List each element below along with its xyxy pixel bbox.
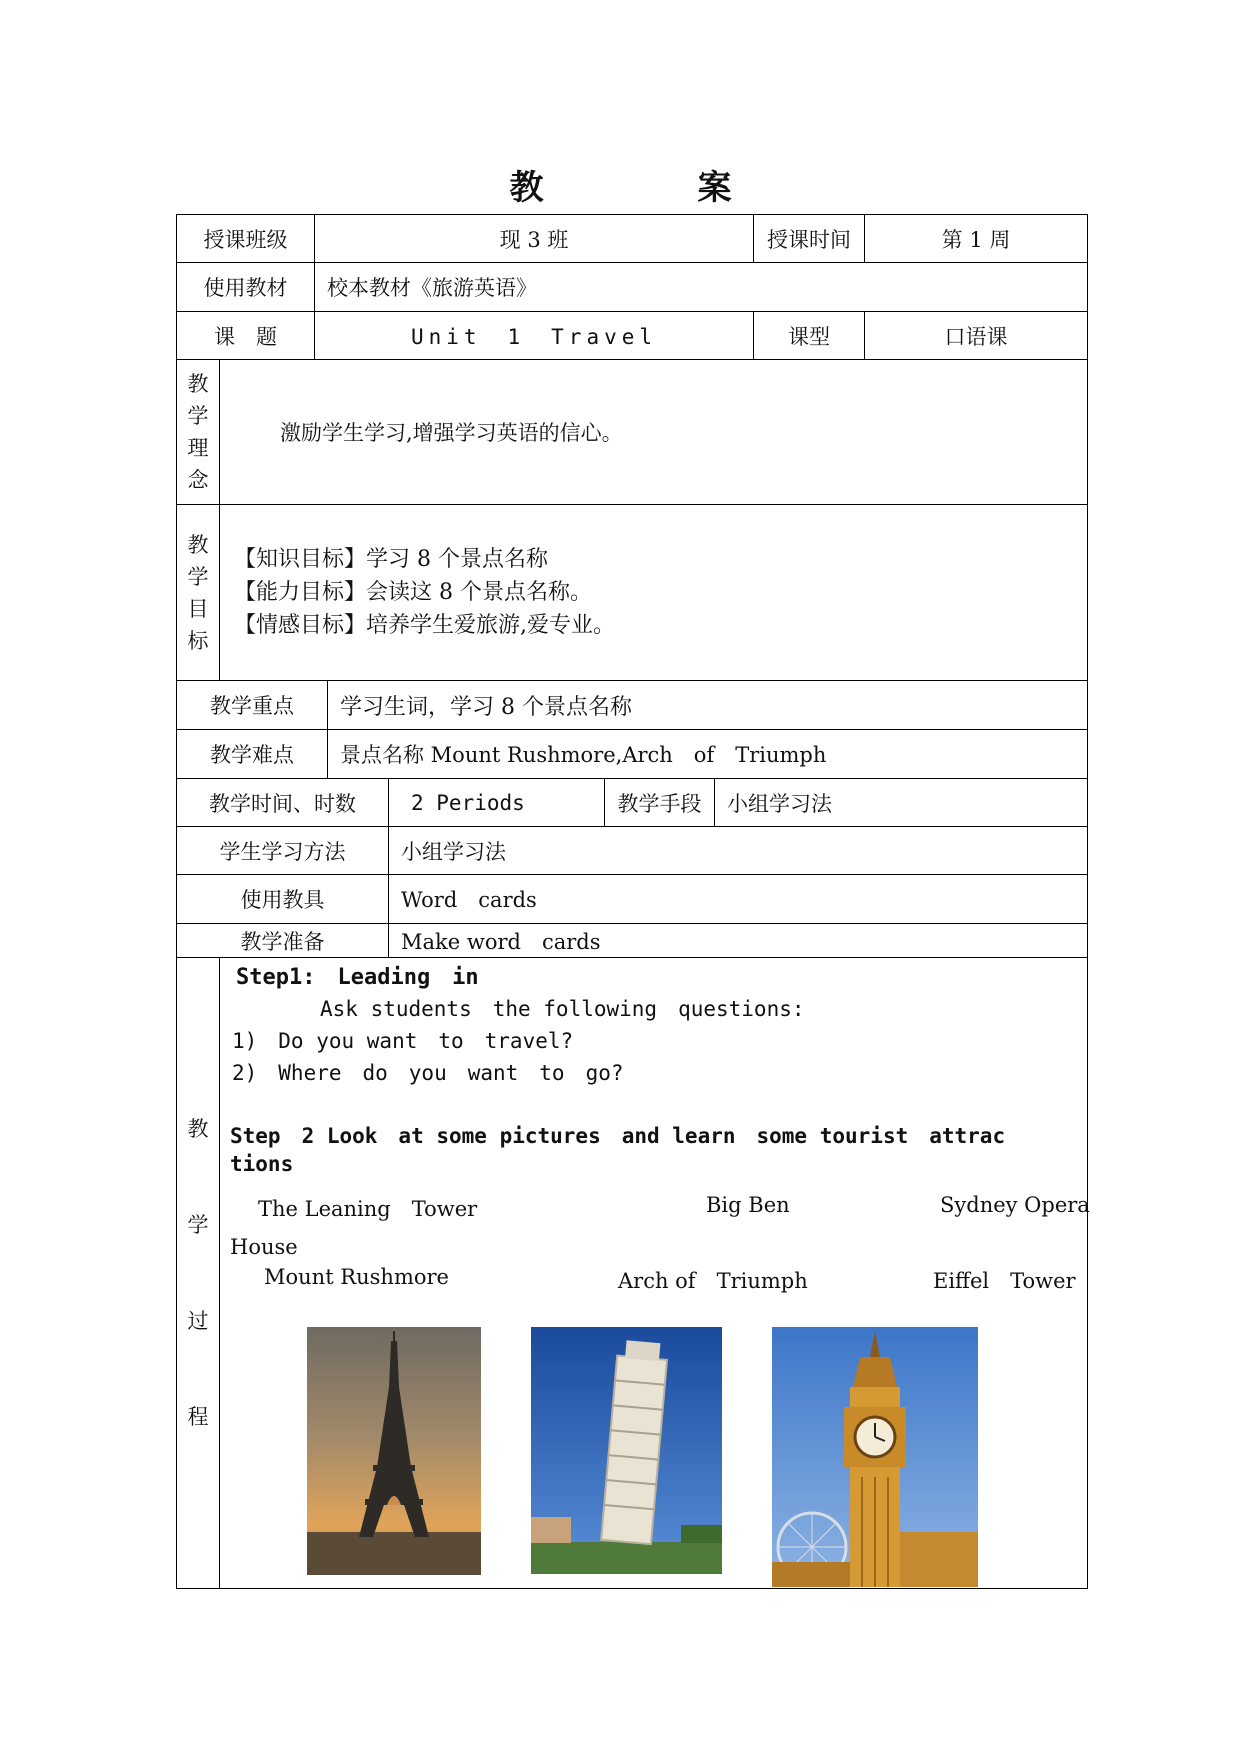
leaning-tower-icon (531, 1327, 722, 1574)
material-label: 使用教材 (176, 262, 315, 312)
question-2: 2) Where do you want to go? (232, 1061, 624, 1085)
question-1: 1) Do you want to travel? (232, 1029, 574, 1053)
document-title: 教 案 (509, 168, 792, 208)
leaning-tower-photo (531, 1327, 722, 1574)
difficulties-value: 景点名称 Mount Rushmore,Arch of Triumph (327, 729, 1088, 779)
teaching-means-label: 教学手段 (604, 778, 715, 827)
class-value: 现 3 班 (314, 214, 754, 263)
prep-label: 教学准备 (176, 923, 389, 958)
objective-emotion: 【情感目标】培养学生爱旅游,爱专业。 (234, 613, 615, 638)
eiffel-tower-photo (307, 1327, 481, 1575)
process-label: 教 学 过 程 (176, 957, 220, 1589)
eiffel-tower-icon (307, 1327, 481, 1575)
type-label: 课型 (753, 311, 865, 360)
tools-value: Word cards (388, 874, 1088, 924)
philosophy-text: 激励学生学习,增强学习英语的信心。 (280, 421, 623, 445)
attraction-arch-of-triumph: Arch of Triumph (618, 1269, 808, 1293)
objective-knowledge: 【知识目标】学习 8 个景点名称 (234, 547, 548, 572)
objective-ability: 【能力目标】会读这 8 个景点名称。 (234, 580, 592, 605)
philosophy-label: 教 学 理 念 (176, 359, 220, 505)
attraction-sydney-opera: Sydney Opera (940, 1193, 1090, 1217)
objectives-label: 教 学 目 标 (176, 504, 220, 681)
big-ben-photo (772, 1327, 978, 1587)
attraction-big-ben: Big Ben (706, 1193, 790, 1217)
teaching-time-label: 教学时间、时数 (176, 778, 389, 827)
method-value: 小组学习法 (388, 826, 1088, 875)
tools-label: 使用教具 (176, 874, 389, 924)
attraction-eiffel-tower: Eiffel Tower (933, 1269, 1076, 1293)
attraction-mount-rushmore: Mount Rushmore (264, 1265, 449, 1289)
class-label: 授课班级 (176, 214, 315, 263)
big-ben-icon (772, 1327, 978, 1587)
attraction-leaning-tower: The Leaning Tower (258, 1197, 478, 1221)
teaching-time-value: 2 Periods (388, 778, 605, 827)
difficulties-label: 教学难点 (176, 729, 328, 779)
step1-title: Step1: Leading in (236, 965, 479, 990)
material-value: 校本教材《旅游英语》 (314, 262, 1088, 312)
topic-label: 课 题 (176, 311, 315, 360)
objectives-cell (219, 504, 1088, 681)
key-points-value: 学习生词，学习 8 个景点名称 (327, 680, 1088, 730)
step2-title-line1: Step 2 Look at some pictures and learn some tourist attrac (230, 1124, 1006, 1148)
prep-value: Make word cards (388, 923, 1088, 958)
time-value: 第 1 周 (864, 214, 1088, 263)
philosophy-cell (219, 359, 1088, 505)
method-label: 学生学习方法 (176, 826, 389, 875)
attraction-sydney-opera-house: House (230, 1235, 298, 1259)
step1-intro: Ask students the following questions: (320, 997, 805, 1021)
topic-value: Unit 1 Travel (314, 311, 754, 360)
key-points-label: 教学重点 (176, 680, 328, 730)
step2-title-line2: tions (230, 1152, 294, 1176)
type-value: 口语课 (864, 311, 1088, 360)
teaching-means-value: 小组学习法 (714, 778, 1088, 827)
time-label: 授课时间 (753, 214, 865, 263)
